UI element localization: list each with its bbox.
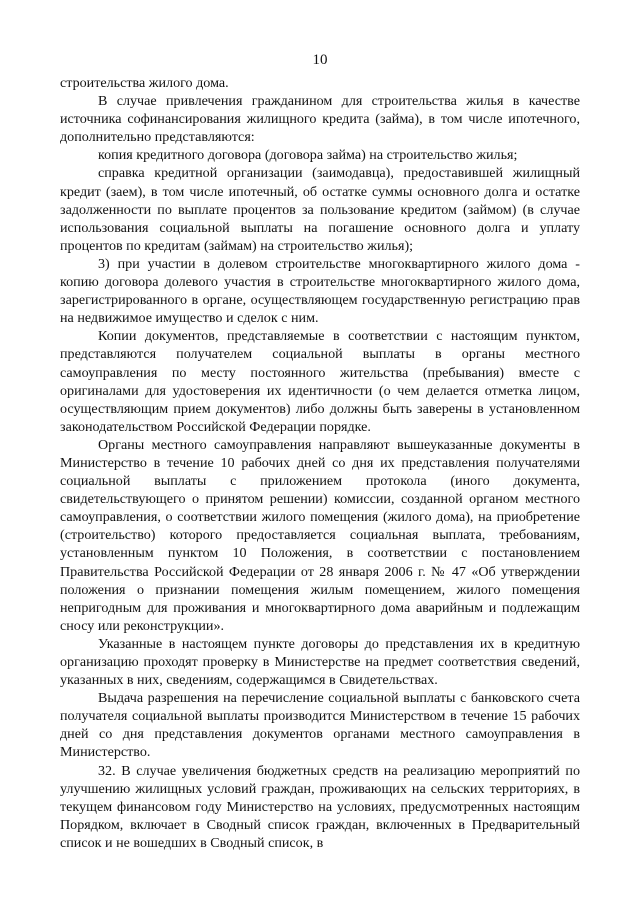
page-number: 10 <box>312 52 328 68</box>
paragraph-local-authorities: Органы местного самоуправления направляют вышеуказанные документы в Министерство в течение 10 рабочих дней со дня их представления получателями социальной выплаты с приложением протокола (иного документа, свидетельствующего о принятом решении) комиссии, созданной органом местного самоуправления, о соответствии жилого помещения (жилого дома), на приобретение (строительство) которого предоставляется социальная выплата, требованиям, установленным пунктом 10 Положения, в соответствии с постановлением Правительства Российской Федерации от 28 января 2006 г. № 47 «Об утверждении положения о признании помещения жилым помещением, жилого помещения непригодным для проживания и многоквартирного дома аварийным и подлежащим сносу или реконструкции». <box>60 436 580 634</box>
paragraph-cofinancing: В случае привлечения гражданином для строительства жилья в качестве источника софинансирования жилищного кредита (займа), в том числе ипотечного, дополнительно представляются: <box>60 93 580 146</box>
paragraph-document-copies: Копии документов, представляемые в соответствии с настоящим пунктом, представляются получателем социальной выплаты в органы местного самоуправления по месту постоянного жительства (пребывания) вместе с оригиналами для удостоверения их идентичности (о чем делается отметка лицом, осуществляющим прием документов) либо должны быть заверены в установленном законодательством Российской Федерации порядке. <box>60 328 580 435</box>
paragraph-continuation: строительства жилого дома. <box>60 75 229 91</box>
paragraph-contract-verification: Указанные в настоящем пункте договоры до представления их в кредитную организацию проходят проверку в Министерстве на предмет соответствия сведений, указанных в них, сведениям, содержащимся в Свидетельствах. <box>60 635 580 689</box>
paragraph-transfer-permission: Выдача разрешения на перечисление социальной выплаты с банковского счета получателя социальной выплаты производится Министерством в течение 15 рабочих дней со дня представления документов органами местного самоуправления в Министерство. <box>60 690 580 761</box>
paragraph-bank-certificate: справка кредитной организации (заимодавца), предоставившей жилищный кредит (заем), в том числе ипотечный, об остатке суммы основного долга и остатке задолженности по выплате процентов за пользование кредитом (займом) (в случае использования социальной выплаты на погашение основного долга и уплату процентов по кредитам (займам) на строительство жилья); <box>60 165 580 254</box>
document-body <box>60 74 580 852</box>
paragraph-loan-agreement-copy: копия кредитного договора (договора займа) на строительство жилья; <box>98 147 518 164</box>
paragraph-item-32: 32. В случае увеличения бюджетных средств на реализацию мероприятий по улучшению жилищных условий граждан, проживающих на сельских территориях, в текущем финансовом году Министерство на условиях, предусмотренных настоящим Порядком, включает в Сводный список граждан, включенных в Предварительный список и не вошедших в Сводный список, в <box>60 762 580 851</box>
paragraph-shared-construction: 3) при участии в долевом строительстве многоквартирного жилого дома - копию договора долевого участия в строительстве многоквартирного жилого дома, зарегистрированного в органе, осуществляющем государственную регистрацию прав на недвижимое имущество и сделок с ним. <box>60 255 580 327</box>
